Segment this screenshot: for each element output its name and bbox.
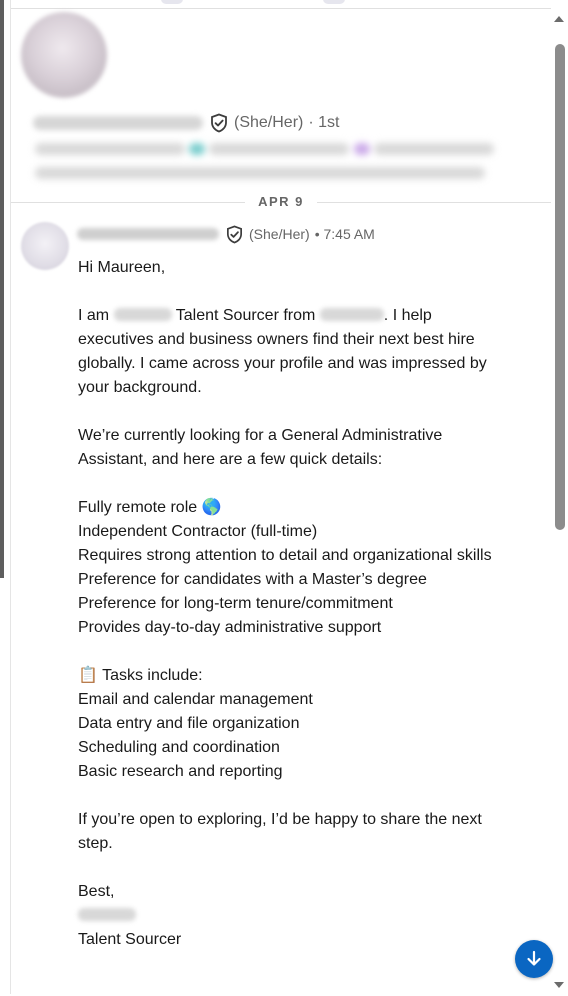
date-divider-label: APR 9 <box>258 194 304 209</box>
list-item: Basic research and reporting <box>78 763 283 780</box>
date-divider <box>11 192 551 212</box>
jump-to-latest-button[interactable] <box>515 940 553 978</box>
verified-shield-icon <box>225 225 244 244</box>
signature-name-redacted <box>78 904 498 928</box>
role-details-list <box>78 496 498 640</box>
triangle-down-icon <box>552 978 566 992</box>
arrow-down-icon <box>524 949 544 969</box>
list-item: Fully remote role 🌎 <box>78 499 222 516</box>
message-header <box>77 224 375 244</box>
scroll-up-button[interactable] <box>552 12 566 26</box>
list-item: Requires strong attention to detail and organizational skills <box>78 547 492 564</box>
message-timestamp: • 7:45 AM <box>314 226 375 242</box>
profile-name-row <box>33 112 339 134</box>
list-item: Independent Contractor (full-time) <box>78 523 318 540</box>
connection-degree: · 1st <box>308 114 340 131</box>
message-body <box>78 256 498 952</box>
message-signoff: Best, <box>78 883 115 900</box>
triangle-up-icon <box>552 12 566 26</box>
profile-name-redacted[interactable] <box>33 116 203 130</box>
tasks-header: 📋 Tasks include: <box>78 667 203 684</box>
list-item: Data entry and file organization <box>78 715 300 732</box>
profile-avatar[interactable] <box>21 12 107 98</box>
sender-name-redacted[interactable] <box>77 228 219 240</box>
list-item: Scheduling and coordination <box>78 739 280 756</box>
tasks-list <box>78 688 498 784</box>
scroll-down-button[interactable] <box>552 978 566 992</box>
redacted-first-name <box>114 308 172 321</box>
message-intro: I am Talent Sourcer from . I help executives and business owners find their next best hire globally. I came across your profile and was impressed by your background. <box>78 307 487 396</box>
profile-headline-redacted <box>35 138 525 186</box>
scrollbar-thumb[interactable] <box>555 44 565 530</box>
sender-pronouns: (She/Her) <box>249 226 310 242</box>
verified-shield-icon <box>209 113 229 133</box>
message-role-intro: We’re currently looking for a General Administrative Assistant, and here are a few quick details: <box>78 427 443 468</box>
signature-title: Talent Sourcer <box>78 931 182 948</box>
window-edge-bar <box>0 0 4 578</box>
redacted-company-name <box>320 308 384 321</box>
list-item: Email and calendar management <box>78 691 313 708</box>
list-item: Provides day-to-day administrative support <box>78 619 382 636</box>
message-thread-panel <box>10 0 551 994</box>
sender-avatar[interactable] <box>21 222 69 270</box>
profile-pronouns: (She/Her) <box>234 114 304 131</box>
message-closing: If you’re open to exploring, I’d be happy to share the next step. <box>78 811 482 852</box>
message-greeting: Hi Maureen, <box>78 259 166 276</box>
list-item: Preference for candidates with a Master’s degree <box>78 571 427 588</box>
previous-content-strip <box>11 0 551 9</box>
list-item: Preference for long-term tenure/commitment <box>78 595 393 612</box>
